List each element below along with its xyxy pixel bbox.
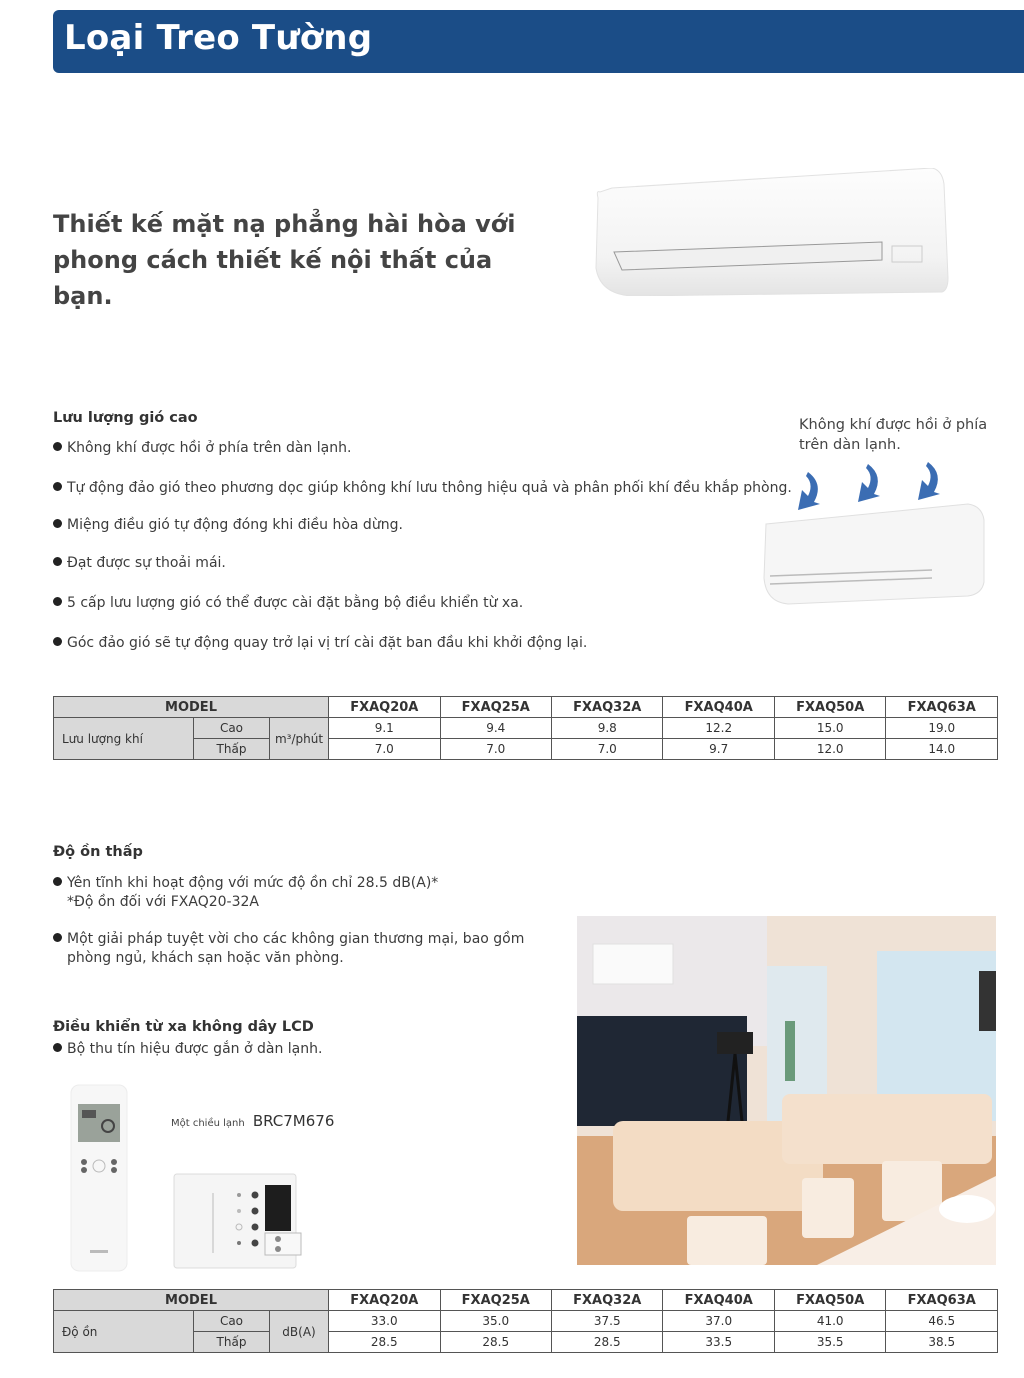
curved-down-arrow-icon [858, 464, 880, 502]
level-label: Cao [194, 1311, 270, 1332]
header-bar [53, 10, 1024, 73]
table-cell: 12.0 [774, 739, 885, 760]
bullet-dot-icon [53, 1043, 62, 1052]
ac-on-wall [593, 944, 673, 984]
model-header: MODEL [54, 697, 329, 718]
airflow-diagram-caption: Không khí được hồi ở phía trên dàn lạnh. [799, 417, 988, 453]
unit-label: m³/phút [270, 718, 329, 760]
table-cell: 35.5 [774, 1332, 885, 1353]
signal-receiver-illustration [173, 1173, 303, 1269]
noise-footnote: *Độ ồn đối với FXAQ20-32A [67, 894, 259, 910]
table-cell: 7.0 [329, 739, 440, 760]
airflow-bullet [53, 594, 787, 613]
table-cell: 14.0 [886, 739, 998, 760]
bullet-text: Không khí được hồi ở phía trên dàn lạnh. [67, 440, 352, 456]
bullet-text: Đạt được sự thoải mái. [67, 555, 226, 571]
airflow-section-title: Lưu lượng gió cao [53, 410, 198, 426]
bullet-dot-icon [53, 877, 62, 886]
model-name: FXAQ20A [329, 697, 440, 718]
living-room-photo [577, 916, 996, 1265]
airflow-bullet [53, 479, 807, 498]
model-name: FXAQ50A [774, 1290, 885, 1311]
table-header-row [54, 697, 998, 718]
table-cell: 33.5 [663, 1332, 774, 1353]
model-name: FXAQ32A [552, 1290, 663, 1311]
table-cell: 37.5 [552, 1311, 663, 1332]
table-header-row [54, 1290, 998, 1311]
table-cell: 9.1 [329, 718, 440, 739]
table-cell: 46.5 [886, 1311, 998, 1332]
table-cell: 33.0 [329, 1311, 440, 1332]
model-name: FXAQ25A [440, 1290, 551, 1311]
table-row [54, 1311, 998, 1332]
table-cell: 9.4 [440, 718, 551, 739]
bullet-text: Yên tĩnh khi hoạt động với mức độ ồn chỉ 28.5 dB(A)* [67, 875, 439, 891]
unit-label: dB(A) [270, 1311, 329, 1353]
bullet-dot-icon [53, 519, 62, 528]
table-cell: 12.2 [663, 718, 774, 739]
ac-unit-illustration [592, 168, 950, 296]
noise-section-title: Độ ồn thấp [53, 844, 143, 860]
table-cell: 28.5 [552, 1332, 663, 1353]
curved-down-arrow-icon [918, 462, 940, 500]
airflow-bullet [53, 634, 787, 653]
table-cell: 9.7 [663, 739, 774, 760]
bullet-dot-icon [53, 557, 62, 566]
noise-bullet [53, 930, 567, 968]
model-header: MODEL [54, 1290, 329, 1311]
level-label: Thấp [194, 1332, 270, 1353]
remote-controller-image [70, 1084, 128, 1272]
bullet-text: Góc đảo gió sẽ tự động quay trở lại vị trí cài đặt ban đầu khi khởi động lại. [67, 635, 588, 651]
table-cell: 19.0 [886, 718, 998, 739]
tagline: Thiết kế mặt nạ phẳng hài hòa với phong cách thiết kế nội thất của bạn. [53, 210, 516, 310]
bullet-text: Bộ thu tín hiệu được gắn ở dàn lạnh. [67, 1041, 323, 1057]
remote-section-title: Điều khiển từ xa không dây LCD [53, 1019, 314, 1035]
table-cell: 7.0 [440, 739, 551, 760]
table-cell: 9.8 [552, 718, 663, 739]
curved-down-arrow-icon [798, 472, 820, 510]
signal-receiver-image [173, 1173, 303, 1269]
airflow-bullet [53, 516, 787, 535]
table-cell: 15.0 [774, 718, 885, 739]
bullet-dot-icon [53, 597, 62, 606]
level-label: Cao [194, 718, 270, 739]
table-cell: 28.5 [440, 1332, 551, 1353]
remote-model-label [171, 1111, 334, 1130]
bullet-text: Một giải pháp tuyệt vời cho các không gian thương mại, bao gồm phòng ngủ, khách sạn hoặc văn phòng. [67, 931, 525, 966]
table-row [54, 739, 998, 760]
ac-unit-image [592, 168, 950, 296]
noise-spec-table [53, 1289, 998, 1353]
model-name: FXAQ63A [886, 1290, 998, 1311]
model-name: FXAQ40A [663, 697, 774, 718]
remote-caption-small: Một chiều lạnh [171, 1118, 245, 1129]
model-name: FXAQ63A [886, 697, 998, 718]
remote-controller-illustration [70, 1084, 128, 1272]
row-label: Lưu lượng khí [54, 718, 194, 760]
table-row [54, 718, 998, 739]
bullet-text: Tự động đảo gió theo phương dọc giúp không khí lưu thông hiệu quả và phân phối khí đều khắp phòng. [67, 480, 792, 496]
airflow-bullet [53, 554, 787, 573]
bullet-dot-icon [53, 637, 62, 646]
model-name: FXAQ40A [663, 1290, 774, 1311]
model-name: FXAQ50A [774, 697, 885, 718]
model-name: FXAQ32A [552, 697, 663, 718]
table-cell: 28.5 [329, 1332, 440, 1353]
airflow-spec-table [53, 696, 998, 760]
model-name: FXAQ20A [329, 1290, 440, 1311]
bullet-dot-icon [53, 933, 62, 942]
level-label: Thấp [194, 739, 270, 760]
table-cell: 41.0 [774, 1311, 885, 1332]
model-name: FXAQ25A [440, 697, 551, 718]
bullet-text: Miệng điều gió tự động đóng khi điều hòa dừng. [67, 517, 403, 533]
table-cell: 7.0 [552, 739, 663, 760]
bullet-text: 5 cấp lưu lượng gió có thể được cài đặt bằng bộ điều khiển từ xa. [67, 595, 524, 611]
living-room-illustration [577, 916, 996, 1265]
bullet-dot-icon [53, 482, 62, 491]
table-row [54, 1332, 998, 1353]
table-cell: 38.5 [886, 1332, 998, 1353]
noise-bullet [53, 874, 567, 893]
remote-bullet [53, 1040, 467, 1059]
airflow-diagram [762, 458, 988, 606]
row-label: Độ ồn [54, 1311, 194, 1353]
page-title: Loại Treo Tường [64, 18, 373, 58]
airflow-diagram-illustration [762, 458, 988, 606]
remote-model-code: BRC7M676 [252, 1112, 335, 1130]
table-cell: 35.0 [440, 1311, 551, 1332]
bullet-dot-icon [53, 442, 62, 451]
airflow-bullet [53, 439, 787, 458]
table-cell: 37.0 [663, 1311, 774, 1332]
